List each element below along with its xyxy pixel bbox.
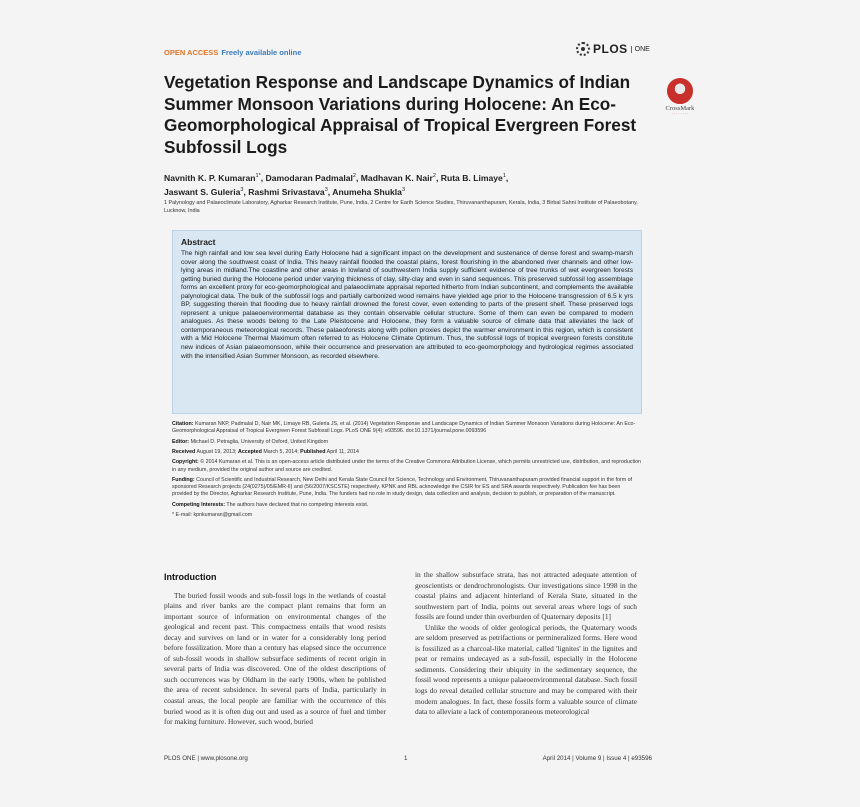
introduction-heading: Introduction xyxy=(164,572,217,582)
copyright-line: Copyright: © 2014 Kumaran et al. This is an open-access article distributed under the terms of the Creative Commons Attribution License, which permits unrestricted use, distribution, and reproduction in any medium, provided the original author and source are credited. xyxy=(172,459,641,473)
author: Anumeha Shukla$^3$ xyxy=(332,187,406,198)
plos-word: PLOS xyxy=(593,42,628,56)
body-column-left xyxy=(164,570,386,728)
author: Damodaran Padmalal$^2$, xyxy=(265,172,361,183)
open-access-banner xyxy=(164,48,301,57)
crossmark-label: CrossMark xyxy=(665,105,695,112)
funding-line: Funding: Council of Scientific and Industrial Research, New Delhi and Kerala State Council for Science, Technology and Environment, Thiruvananthapuram provided financial support in the form of sponsored Research projects (24(0275)/05/EMR-II) and (56/2007/KSCSTE) respectively. KPNK and RBL acknowledge the CSIR for ES and SRA awards respectively. Publication fee has been provided by the Director, Agharkar Research Institute, Pune, India. The funders had no role in study design, data collection and analysis, decision to publish, or preparation of the manuscript. xyxy=(172,476,633,498)
affiliations: 1 Palynology and Palaeoclimate Laboratory, Agharkar Research Institute, Pune, India, 2 Centre for Earth Science Studies, Thiruvananthapuram, Kerala, India, 3 Birbal Sahni Institute of Palaeobotany, Lucknow, India xyxy=(164,200,638,214)
plos-gear-icon xyxy=(576,42,590,56)
article-title: Vegetation Response and Landscape Dynamics of Indian Summer Monsoon Variations during Holocene: An Eco-Geomorphological Appraisal of Tropical Evergreen Forest Subfossil Logs xyxy=(164,72,637,157)
footer-page-number: 1 xyxy=(404,755,408,762)
body-column-right xyxy=(415,570,637,718)
author: Navnith K. P. Kumaran$^{1*}$, xyxy=(164,172,266,183)
author: Ruta B. Limaye$^1$, xyxy=(440,172,509,183)
plos-logo xyxy=(576,42,650,56)
plos-one-word: ONE xyxy=(631,46,650,53)
citation-line: Citation: Kumaran NKP, Padmalal D, Nair MK, Limaye RB, Guleria JS, et al. (2014) Vegetation Response and Landscape Dynamics of Indian Summer Monsoon Variations during Holocene: An Eco-Geomorphological Appraisal of Tropical Evergreen Forest Subfossil Logs. PLoS ONE 9(4): e93596. doi:10.1371/journal.pone.0093596 xyxy=(172,421,636,435)
crossmark-badge[interactable] xyxy=(660,78,700,116)
author: Jaswant S. Guleria$^3$, xyxy=(164,187,249,198)
open-access-label: OPEN ACCESS xyxy=(164,48,219,57)
author-list xyxy=(164,170,634,199)
competing-interests-line: Competing Interests: The authors have declared that no competing interests exist. xyxy=(172,501,369,508)
crossmark-sub: · · · · · · · · xyxy=(671,112,689,116)
intro-paragraph: Unlike the woods of older geological periods, the Quaternary woods are seldom preserved as petrifactions or permineralized forms. Here wood is fossilized as a charcoal-like material, called 'lignites' in the lignites and peat or remains undecayed as a sub-fossil, especially in the Holocene sediments. Considering their ubiquity in the sedimentary sequence, the fossil wood represents a unique palaeoenvironmental database. Such fossil logs do reveal detailed cellular structure and may be compared with their modern analogues. In fact, these fossils form a valuable source of climate data to alleviate a lack of contemporaneous meteorological xyxy=(415,622,637,717)
abstract-box xyxy=(172,230,642,414)
intro-paragraph: The buried fossil woods and sub-fossil logs in the wetlands of coastal plains and river banks are the compact plant remains that form an important source of information on environmental changes of the geological and recent past. This compactness entails that wood resists decay and survives on land or in water for a considerably long period before fossilization. More than a century has elapsed since the occurrence of sub-fossil woods in shallow subsurface sediments of recent origin in several parts of India was discovered. One of the oldest descriptions of such occurrences was by Oldham in the early 1900s, when he published the area of recent subsidence. In several parts of India, particularly in coastal areas, the local people are familiar with the occurrence of this buried wood as it is often dug out and used as a source of fuel and timber for making furniture. However, such wood, buried xyxy=(164,590,386,727)
footer-journal: PLOS ONE | www.plosone.org xyxy=(164,755,248,762)
author: Rashmi Srivastava$^3$, xyxy=(248,187,333,198)
editor-line: Editor: Michael D. Petraglia, University of Oxford, United Kingdom xyxy=(172,438,329,445)
dates-line: Received August 19, 2013; Accepted March 5, 2014; Published April 11, 2014 xyxy=(172,448,359,455)
footer-issue: April 2014 | Volume 9 | Issue 4 | e93596 xyxy=(542,755,652,762)
abstract-heading: Abstract xyxy=(181,237,216,247)
abstract-text: The high rainfall and low sea level during Early Holocene had a significant impact on the development and sustenance of dense forest and swamp-marsh cover along the southwest coast of India. This heavy rainfall flooded the coastal plains, forest flourishing in the abandoned river channels and other low-lying areas in midland.The coastline and other areas in lowland of southwestern India supply sufficient evidence of tree trunks of wet evergreen forests getting buried during the Holocene period under varying thickness of clay, silty-clay and even in sand sequences. This preserved subfossil log assemblage forms an excellent proxy for eco-geomorphological and palaeoclimate appraisal reported hitherto from Indian subcontinent, and complements the available palynological data. The bulk of the subfossil logs and partially carbonized wood remains have yielded age prior to the Holocene transgression of 6.5 k yrs BP, suggesting therein that flooding due to heavy rainfall drowned the forest cover, even extending to parts of the present shelf. These preserved logs represent a unique palaeoenvironmental database as they contain observable cellular structure. Some of them can even be compared to modern analogues. As these woods belong to the Late Pleistocene and Holocene, they form a valuable source of climate data that alleviates the lack of contemporaneous meteorological records. These palaeoforests along with pollen proxies depict the warmer environment in this region, which is consistent with a Mid Holocene Thermal Maximum often referred to as Holocene Climate Optimum. Thus, the subfossil logs of tropical evergreen forests constitute new indices of Asian palaeomonsoon, while their occurrence and preservation are attributed to eco-geomorphology and hydrological regimes associated with the intensified Asian Summer Monsoon, as recorded elsewhere. xyxy=(181,250,633,360)
author: Madhavan K. Nair$^2$, xyxy=(360,172,441,183)
crossmark-icon xyxy=(667,78,693,104)
article-metadata xyxy=(172,421,642,523)
email-line[interactable]: * E-mail: kpnkumaran@gmail.com xyxy=(172,512,253,519)
freely-available-label: Freely available online xyxy=(221,48,302,57)
intro-paragraph: in the shallow subsurface strata, has not attracted adequate attention of geoscientists or dendrochronologists. Our investigations since 1998 in the coastal plains and adjacent hinterland of Kerala State, situated in the southwestern part of India, points out several areas where logs of such fossils are found under thin overburden of Quaternary deposits [1] xyxy=(415,570,637,622)
